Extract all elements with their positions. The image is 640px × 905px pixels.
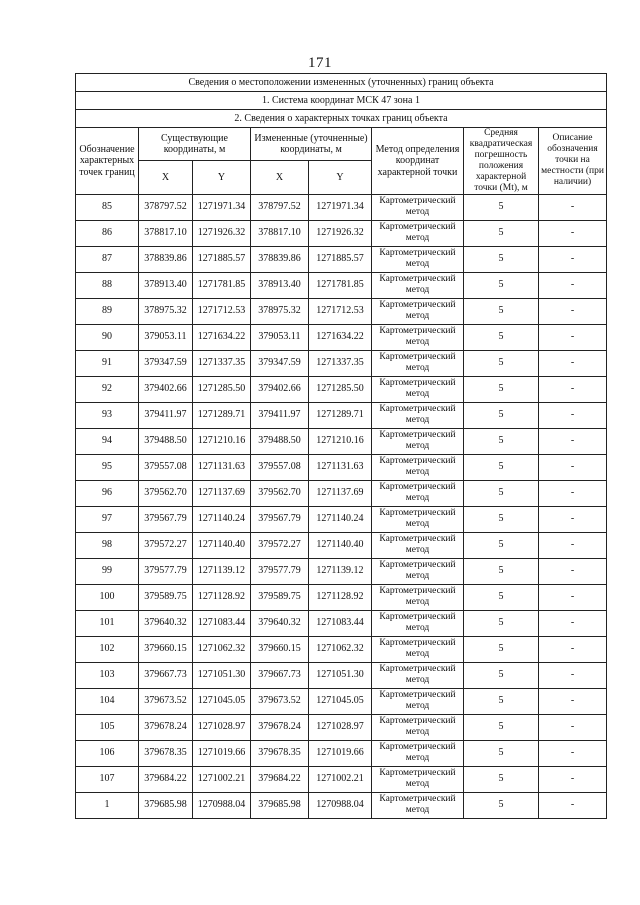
cell-method: Картометрический метод xyxy=(372,584,464,610)
table-row xyxy=(76,480,607,506)
header-designation: Обозначение характерных точек границ xyxy=(76,128,139,195)
cell-point-id: 106 xyxy=(76,740,139,766)
cell-method: Картометрический метод xyxy=(372,558,464,584)
cell-changed-y: 1271971.34 xyxy=(309,194,372,220)
cell-description: - xyxy=(539,532,607,558)
cell-accuracy: 5 xyxy=(464,220,539,246)
cell-changed-y: 1271083.44 xyxy=(309,610,372,636)
cell-existing-x: 378913.40 xyxy=(139,272,193,298)
cell-changed-x: 378839.86 xyxy=(251,246,309,272)
cell-changed-x: 379411.97 xyxy=(251,402,309,428)
cell-changed-x: 379684.22 xyxy=(251,766,309,792)
cell-existing-y: 1271140.40 xyxy=(193,532,251,558)
cell-changed-y: 1271634.22 xyxy=(309,324,372,350)
cell-method: Картометрический метод xyxy=(372,324,464,350)
cell-existing-y: 1271285.50 xyxy=(193,376,251,402)
cell-accuracy: 5 xyxy=(464,792,539,818)
cell-existing-y: 1271971.34 xyxy=(193,194,251,220)
cell-changed-x: 379685.98 xyxy=(251,792,309,818)
cell-existing-y: 1271210.16 xyxy=(193,428,251,454)
table-row xyxy=(76,532,607,558)
table-row xyxy=(76,792,607,818)
cell-accuracy: 5 xyxy=(464,636,539,662)
cell-accuracy: 5 xyxy=(464,402,539,428)
cell-existing-y: 1271051.30 xyxy=(193,662,251,688)
cell-accuracy: 5 xyxy=(464,194,539,220)
cell-existing-y: 1270988.04 xyxy=(193,792,251,818)
table-row xyxy=(76,350,607,376)
section-title: 2. Сведения о характерных точках границ объекта xyxy=(76,110,607,128)
cell-method: Картометрический метод xyxy=(372,688,464,714)
table-row xyxy=(76,246,607,272)
cell-existing-x: 379053.11 xyxy=(139,324,193,350)
cell-method: Картометрический метод xyxy=(372,662,464,688)
cell-changed-y: 1271712.53 xyxy=(309,298,372,324)
cell-existing-y: 1271139.12 xyxy=(193,558,251,584)
cell-changed-x: 379673.52 xyxy=(251,688,309,714)
cell-point-id: 94 xyxy=(76,428,139,454)
table-row xyxy=(76,376,607,402)
cell-description: - xyxy=(539,584,607,610)
cell-changed-x: 378797.52 xyxy=(251,194,309,220)
cell-accuracy: 5 xyxy=(464,376,539,402)
cell-accuracy: 5 xyxy=(464,506,539,532)
cell-description: - xyxy=(539,740,607,766)
boundary-points-table xyxy=(75,73,607,819)
cell-method: Картометрический метод xyxy=(372,376,464,402)
cell-changed-y: 1271210.16 xyxy=(309,428,372,454)
cell-changed-y: 1271131.63 xyxy=(309,454,372,480)
cell-changed-x: 378975.32 xyxy=(251,298,309,324)
cell-method: Картометрический метод xyxy=(372,428,464,454)
cell-description: - xyxy=(539,766,607,792)
header-accuracy: Средняя квадратическая погрешность положения характерной точки (Mt), м xyxy=(464,128,539,195)
cell-method: Картометрический метод xyxy=(372,298,464,324)
header-y-existing: Y xyxy=(193,161,251,194)
table-row xyxy=(76,272,607,298)
cell-existing-x: 378797.52 xyxy=(139,194,193,220)
cell-changed-x: 379678.35 xyxy=(251,740,309,766)
cell-point-id: 103 xyxy=(76,662,139,688)
cell-existing-y: 1271019.66 xyxy=(193,740,251,766)
cell-accuracy: 5 xyxy=(464,610,539,636)
cell-changed-x: 379562.70 xyxy=(251,480,309,506)
cell-description: - xyxy=(539,402,607,428)
cell-accuracy: 5 xyxy=(464,246,539,272)
table-row xyxy=(76,584,607,610)
cell-accuracy: 5 xyxy=(464,532,539,558)
cell-changed-y: 1271140.40 xyxy=(309,532,372,558)
cell-description: - xyxy=(539,714,607,740)
cell-existing-x: 379685.98 xyxy=(139,792,193,818)
table-title: Сведения о местоположении измененных (уточненных) границ объекта xyxy=(76,74,607,92)
cell-accuracy: 5 xyxy=(464,714,539,740)
cell-accuracy: 5 xyxy=(464,584,539,610)
table-row xyxy=(76,766,607,792)
cell-changed-y: 1271128.92 xyxy=(309,584,372,610)
cell-existing-x: 379660.15 xyxy=(139,636,193,662)
cell-changed-x: 379567.79 xyxy=(251,506,309,532)
cell-existing-x: 379673.52 xyxy=(139,688,193,714)
cell-existing-y: 1271045.05 xyxy=(193,688,251,714)
cell-accuracy: 5 xyxy=(464,740,539,766)
cell-method: Картометрический метод xyxy=(372,610,464,636)
cell-point-id: 100 xyxy=(76,584,139,610)
cell-point-id: 102 xyxy=(76,636,139,662)
header-x-changed: X xyxy=(251,161,309,194)
table-row xyxy=(76,506,607,532)
header-method: Метод определения координат характерной точки xyxy=(372,128,464,195)
cell-description: - xyxy=(539,688,607,714)
header-y-changed: Y xyxy=(309,161,372,194)
cell-changed-x: 379667.73 xyxy=(251,662,309,688)
cell-method: Картометрический метод xyxy=(372,532,464,558)
cell-description: - xyxy=(539,246,607,272)
cell-method: Картометрический метод xyxy=(372,714,464,740)
cell-changed-y: 1271289.71 xyxy=(309,402,372,428)
cell-method: Картометрический метод xyxy=(372,636,464,662)
cell-changed-x: 379488.50 xyxy=(251,428,309,454)
cell-accuracy: 5 xyxy=(464,428,539,454)
cell-changed-y: 1271062.32 xyxy=(309,636,372,662)
cell-existing-x: 378839.86 xyxy=(139,246,193,272)
cell-existing-x: 379557.08 xyxy=(139,454,193,480)
cell-existing-x: 379667.73 xyxy=(139,662,193,688)
cell-accuracy: 5 xyxy=(464,298,539,324)
cell-existing-y: 1271926.32 xyxy=(193,220,251,246)
cell-existing-y: 1271028.97 xyxy=(193,714,251,740)
cell-description: - xyxy=(539,558,607,584)
cell-point-id: 1 xyxy=(76,792,139,818)
cell-existing-y: 1271083.44 xyxy=(193,610,251,636)
cell-method: Картометрический метод xyxy=(372,480,464,506)
cell-changed-y: 1271337.35 xyxy=(309,350,372,376)
cell-existing-x: 379678.35 xyxy=(139,740,193,766)
cell-description: - xyxy=(539,610,607,636)
table-row xyxy=(76,454,607,480)
cell-changed-x: 379053.11 xyxy=(251,324,309,350)
header-changed: Измененные (уточненные) координаты, м xyxy=(251,128,372,161)
cell-existing-y: 1271712.53 xyxy=(193,298,251,324)
cell-existing-y: 1271128.92 xyxy=(193,584,251,610)
cell-point-id: 97 xyxy=(76,506,139,532)
cell-accuracy: 5 xyxy=(464,688,539,714)
table-row xyxy=(76,194,607,220)
cell-point-id: 101 xyxy=(76,610,139,636)
cell-existing-x: 379589.75 xyxy=(139,584,193,610)
cell-existing-y: 1271289.71 xyxy=(193,402,251,428)
cell-existing-x: 379572.27 xyxy=(139,532,193,558)
cell-existing-x: 379577.79 xyxy=(139,558,193,584)
table-row xyxy=(76,220,607,246)
cell-changed-y: 1271028.97 xyxy=(309,714,372,740)
cell-method: Картометрический метод xyxy=(372,740,464,766)
cell-point-id: 99 xyxy=(76,558,139,584)
cell-description: - xyxy=(539,324,607,350)
cell-method: Картометрический метод xyxy=(372,792,464,818)
cell-changed-x: 379589.75 xyxy=(251,584,309,610)
cell-changed-y: 1271045.05 xyxy=(309,688,372,714)
table-row xyxy=(76,636,607,662)
cell-point-id: 89 xyxy=(76,298,139,324)
cell-point-id: 86 xyxy=(76,220,139,246)
cell-changed-y: 1271002.21 xyxy=(309,766,372,792)
coordinate-system: 1. Система координат МСК 47 зона 1 xyxy=(76,92,607,110)
table-row xyxy=(76,610,607,636)
cell-description: - xyxy=(539,662,607,688)
cell-existing-x: 379488.50 xyxy=(139,428,193,454)
cell-accuracy: 5 xyxy=(464,324,539,350)
table-row xyxy=(76,688,607,714)
cell-existing-y: 1271634.22 xyxy=(193,324,251,350)
cell-changed-y: 1271140.24 xyxy=(309,506,372,532)
cell-method: Картометрический метод xyxy=(372,246,464,272)
cell-accuracy: 5 xyxy=(464,662,539,688)
cell-point-id: 95 xyxy=(76,454,139,480)
header-description: Описание обозначения точки на местности (при наличии) xyxy=(539,128,607,195)
cell-existing-x: 379347.59 xyxy=(139,350,193,376)
cell-description: - xyxy=(539,454,607,480)
cell-existing-x: 379678.24 xyxy=(139,714,193,740)
cell-existing-x: 378817.10 xyxy=(139,220,193,246)
cell-existing-y: 1271781.85 xyxy=(193,272,251,298)
cell-point-id: 93 xyxy=(76,402,139,428)
cell-description: - xyxy=(539,194,607,220)
cell-existing-y: 1271002.21 xyxy=(193,766,251,792)
cell-existing-y: 1271140.24 xyxy=(193,506,251,532)
cell-description: - xyxy=(539,272,607,298)
cell-changed-x: 379678.24 xyxy=(251,714,309,740)
cell-existing-x: 379684.22 xyxy=(139,766,193,792)
cell-existing-y: 1271062.32 xyxy=(193,636,251,662)
cell-accuracy: 5 xyxy=(464,272,539,298)
cell-existing-x: 379402.66 xyxy=(139,376,193,402)
cell-accuracy: 5 xyxy=(464,480,539,506)
cell-changed-x: 379640.32 xyxy=(251,610,309,636)
cell-description: - xyxy=(539,376,607,402)
cell-changed-y: 1271051.30 xyxy=(309,662,372,688)
cell-point-id: 107 xyxy=(76,766,139,792)
cell-changed-x: 379572.27 xyxy=(251,532,309,558)
table-row xyxy=(76,558,607,584)
cell-description: - xyxy=(539,506,607,532)
cell-point-id: 88 xyxy=(76,272,139,298)
cell-changed-x: 379347.59 xyxy=(251,350,309,376)
table-row xyxy=(76,740,607,766)
cell-existing-x: 379567.79 xyxy=(139,506,193,532)
header-x-existing: X xyxy=(139,161,193,194)
cell-changed-y: 1271885.57 xyxy=(309,246,372,272)
cell-accuracy: 5 xyxy=(464,766,539,792)
table-row xyxy=(76,402,607,428)
cell-point-id: 90 xyxy=(76,324,139,350)
cell-existing-y: 1271885.57 xyxy=(193,246,251,272)
cell-existing-x: 379640.32 xyxy=(139,610,193,636)
cell-method: Картометрический метод xyxy=(372,272,464,298)
cell-method: Картометрический метод xyxy=(372,350,464,376)
cell-changed-y: 1271926.32 xyxy=(309,220,372,246)
cell-changed-y: 1271781.85 xyxy=(309,272,372,298)
cell-point-id: 85 xyxy=(76,194,139,220)
cell-point-id: 105 xyxy=(76,714,139,740)
cell-changed-y: 1271139.12 xyxy=(309,558,372,584)
cell-existing-y: 1271131.63 xyxy=(193,454,251,480)
cell-existing-x: 378975.32 xyxy=(139,298,193,324)
cell-existing-y: 1271137.69 xyxy=(193,480,251,506)
cell-existing-y: 1271337.35 xyxy=(193,350,251,376)
cell-description: - xyxy=(539,298,607,324)
cell-description: - xyxy=(539,480,607,506)
cell-changed-y: 1270988.04 xyxy=(309,792,372,818)
cell-changed-x: 378817.10 xyxy=(251,220,309,246)
cell-existing-x: 379562.70 xyxy=(139,480,193,506)
cell-method: Картометрический метод xyxy=(372,506,464,532)
table-row xyxy=(76,714,607,740)
cell-changed-x: 379557.08 xyxy=(251,454,309,480)
cell-changed-x: 379660.15 xyxy=(251,636,309,662)
cell-changed-y: 1271285.50 xyxy=(309,376,372,402)
cell-point-id: 96 xyxy=(76,480,139,506)
cell-method: Картометрический метод xyxy=(372,402,464,428)
table-row xyxy=(76,428,607,454)
cell-point-id: 91 xyxy=(76,350,139,376)
cell-accuracy: 5 xyxy=(464,454,539,480)
cell-description: - xyxy=(539,636,607,662)
cell-description: - xyxy=(539,428,607,454)
cell-point-id: 87 xyxy=(76,246,139,272)
cell-point-id: 98 xyxy=(76,532,139,558)
cell-method: Картометрический метод xyxy=(372,454,464,480)
header-existing: Существующие координаты, м xyxy=(139,128,251,161)
cell-method: Картометрический метод xyxy=(372,194,464,220)
cell-description: - xyxy=(539,350,607,376)
page-number: 171 xyxy=(308,55,332,71)
table-row xyxy=(76,324,607,350)
cell-changed-x: 379402.66 xyxy=(251,376,309,402)
cell-changed-y: 1271137.69 xyxy=(309,480,372,506)
cell-changed-y: 1271019.66 xyxy=(309,740,372,766)
cell-accuracy: 5 xyxy=(464,350,539,376)
cell-method: Картометрический метод xyxy=(372,766,464,792)
cell-description: - xyxy=(539,792,607,818)
table-row xyxy=(76,662,607,688)
cell-changed-x: 379577.79 xyxy=(251,558,309,584)
table-row xyxy=(76,298,607,324)
cell-point-id: 92 xyxy=(76,376,139,402)
cell-point-id: 104 xyxy=(76,688,139,714)
cell-method: Картометрический метод xyxy=(372,220,464,246)
cell-changed-x: 378913.40 xyxy=(251,272,309,298)
cell-accuracy: 5 xyxy=(464,558,539,584)
cell-existing-x: 379411.97 xyxy=(139,402,193,428)
cell-description: - xyxy=(539,220,607,246)
table-body xyxy=(76,194,607,818)
